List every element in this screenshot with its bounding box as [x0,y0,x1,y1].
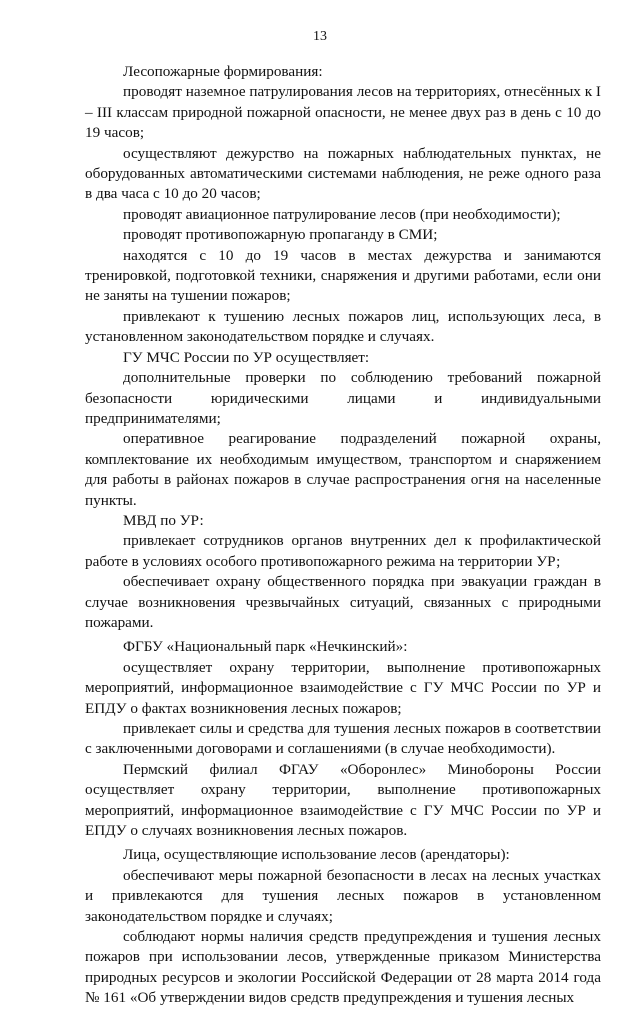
paragraph: привлекает сотрудников органов внутренних дел к профилактической работе в условиях особого противопожарного режима на территории УР; [85,532,601,570]
section-heading-emercom: ГУ МЧС России по УР осуществляет: [123,348,370,366]
paragraph: привлекает силы и средства для тушения лесных пожаров в соответствии с заключенными договорами и соглашениями (в случае необходимости). [85,720,601,758]
section-heading-mvd: МВД по УР: [123,511,204,529]
paragraph: проводят наземное патрулирования лесов на территориях, отнесённых к I – III классам природной пожарной опасности, не менее двух раз в день с 10 до 19 часов; [85,83,601,142]
paragraph: обеспечивают меры пожарной безопасности в лесах на лесных участках и привлекаются для тушения лесных пожаров в установленном законодательством порядке и случаях; [85,866,601,925]
paragraph: привлекают к тушению лесных пожаров лиц, использующих леса, в установленном законодательством порядке и случаях. [85,307,601,346]
section-heading-tenants: Лица, осуществляющие использование лесов (арендаторы): [123,846,510,864]
page-number: 13 [313,29,327,44]
paragraph-oboronles: Пермский филиал ФГАУ «Оборонлес» Минобороны России осуществляет охрану территории, выполнение противопожарных мероприятий, информационное взаимодействие с ГУ МЧС России по УР и ЕПДУ о случаях возникновения лесных пожаров. [85,760,601,840]
paragraph: обеспечивает охрану общественного порядка при эвакуации граждан в случае возникновения чрезвычайных ситуаций, связанных с природными пожарами. [85,573,601,631]
paragraph: осуществляют дежурство на пожарных наблюдательных пунктах, не оборудованных автоматическими системами наблюдения, не реже одного раза в два часа с 10 до 20 часов; [85,144,601,203]
paragraph: проводят противопожарную пропаганду в СМИ; [123,226,438,244]
document-body [85,62,601,1009]
paragraph: оперативное реагирование подразделений пожарной охраны, комплектование их необходимым имуществом, транспортом и снаряжением для работы в районах пожаров в случае распространения огня на населенные пункты. [85,430,601,509]
paragraph: осуществляет охрану территории, выполнение противопожарных мероприятий, информационное взаимодействие с ГУ МЧС России по УР и ЕПДУ о фактах возникновения лесных пожаров; [85,658,601,717]
paragraph: соблюдают нормы наличия средств предупреждения и тушения лесных пожаров при использовании лесов, утвержденные приказом Министерства природных ресурсов и экологии Российской Федерации от 28 марта 2014 года № 161 «Об утверждении видов средств предупреждения и тушения лесных [85,928,601,1007]
section-heading-national-park: ФГБУ «Национальный парк «Нечкинский»: [123,638,408,656]
paragraph: проводят авиационное патрулирование лесов (при необходимости); [123,205,561,223]
paragraph: находятся с 10 до 19 часов в местах дежурства и занимаются тренировкой, подготовкой техники, снаряжения и другими работами, если они не заняты на тушении пожаров; [85,246,601,305]
section-heading-forest-fire-units: Лесопожарные формирования: [123,63,323,80]
paragraph: дополнительные проверки по соблюдению требований пожарной безопасности юридическими лицами и индивидуальными предпринимателями; [85,369,601,427]
